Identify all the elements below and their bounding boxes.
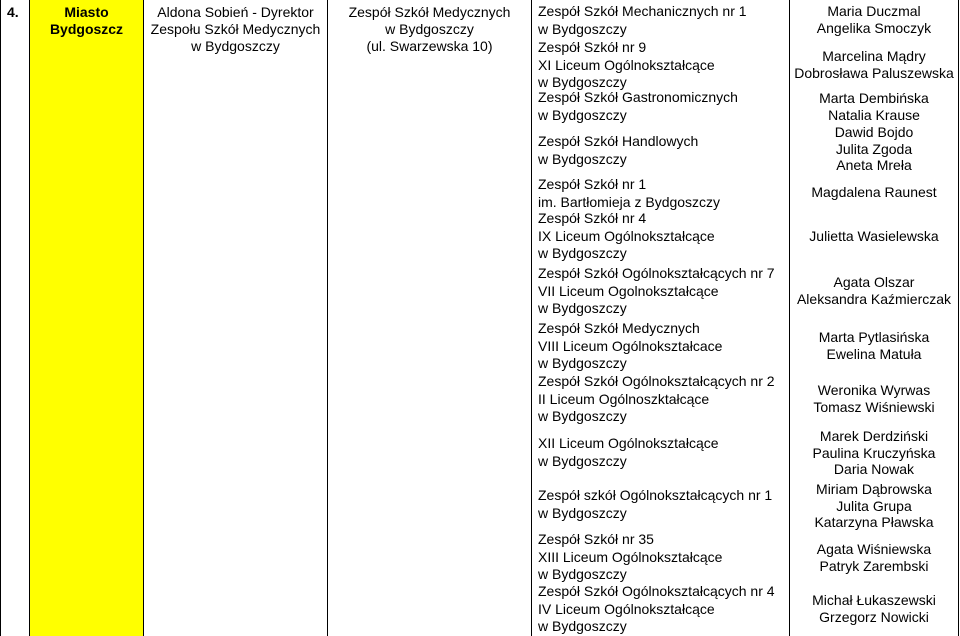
- row-number: 4.: [7, 4, 19, 20]
- team-entry: [790, 48, 958, 81]
- school-line: w Bydgoszczy: [538, 20, 627, 37]
- cell-teams: [789, 0, 959, 636]
- team-member: Agata Wiśniewska: [816, 541, 932, 557]
- school-line: Zespół Szkół Gastronomicznych: [538, 89, 738, 105]
- school-entry: [532, 320, 789, 373]
- city-line2: Bydgoszcz: [49, 21, 124, 37]
- team-member: Angelika Smoczyk: [816, 19, 932, 36]
- team-member: Weronika Wyrwas: [817, 382, 931, 398]
- team-entry: [790, 228, 958, 245]
- team-member: Michał Łukaszewski: [812, 592, 936, 608]
- team-entry: [790, 184, 958, 201]
- team-member: Tomasz Wiśniewski: [813, 398, 935, 415]
- team-member: Marek Derdziński: [819, 428, 929, 444]
- school-entry: [532, 435, 789, 470]
- team-member: Aneta Mreła: [836, 157, 912, 173]
- team-member: Dawid Bojdo: [834, 124, 914, 140]
- school-line: II Liceum Ogólnoszktałcące: [538, 390, 710, 407]
- team-member: Katarzyna Pławska: [814, 514, 934, 530]
- school-line: VII Liceum Ogolnokształcące: [538, 282, 719, 299]
- team-member: Daria Nowak: [833, 461, 915, 477]
- school-line: w Bydgoszczy: [538, 150, 627, 167]
- school-line: w Bydgoszczy: [538, 355, 627, 372]
- school-line: w Bydgoszczy: [538, 566, 627, 583]
- school-line: w Bydgoszczy: [538, 300, 627, 317]
- team-member: Grzegorz Nowicki: [819, 608, 929, 625]
- school-line: XII Liceum Ogólnokształcące: [538, 435, 719, 451]
- school-entry: [532, 487, 789, 522]
- school-line: Zespół Szkół nr 4: [538, 210, 647, 226]
- team-member: Aleksandra Kaźmierczak: [796, 290, 952, 307]
- school-line: VIII Liceum Ogólnokształcace: [538, 337, 723, 354]
- team-entry: [790, 90, 958, 123]
- coordinator-line: Aldona Sobień - Dyrektor: [157, 4, 314, 20]
- school-entry: [532, 210, 789, 263]
- team-member: Miriam Dąbrowska: [816, 481, 932, 497]
- school-line: im. Bartłomieja z Bydgoszczy: [538, 193, 721, 210]
- school-line: Zespół Szkół nr 1: [538, 176, 647, 192]
- team-entry: [790, 124, 958, 174]
- school-line: w Bydgoszczy: [538, 452, 627, 469]
- team-member: Natalia Krause: [828, 106, 920, 123]
- team-member: Julita Grupa: [836, 497, 912, 514]
- school-line: Zespół Szkół Ogólnokształcących nr 4: [538, 583, 775, 599]
- school-entry: [532, 3, 789, 38]
- cell-host-school: [327, 0, 531, 636]
- cell-city: [29, 0, 143, 636]
- cell-number: [0, 0, 29, 636]
- school-line: XI Liceum Ogólnokształcące: [538, 56, 715, 73]
- school-line: IX Liceum Ogólnokształcące: [538, 227, 715, 244]
- team-member: Ewelina Matuła: [826, 345, 922, 362]
- school-entry: [532, 89, 789, 124]
- school-entry: [532, 39, 789, 92]
- school-line: Zespół Szkół nr 35: [538, 531, 654, 547]
- team-member: Patryk Zarembski: [819, 557, 929, 574]
- school-entry: [532, 583, 789, 636]
- cell-schools: [531, 0, 789, 636]
- school-entry: [532, 176, 789, 211]
- school-line: Zespół Szkół nr 9: [538, 39, 647, 55]
- coordinator-line: w Bydgoszczy: [191, 38, 280, 54]
- school-line: w Bydgoszczy: [538, 618, 627, 635]
- team-entry: [790, 481, 958, 531]
- school-line: Zespół szkół Ogólnokształcących nr 1: [538, 487, 773, 503]
- school-entry: [532, 133, 789, 168]
- team-entry: [790, 541, 958, 574]
- team-member: Agata Olszar: [833, 274, 915, 290]
- team-member: Maria Duczmal: [827, 3, 921, 19]
- team-entry: [790, 592, 958, 625]
- school-line: Zespół Szkół Ogólnokształcących nr 2: [538, 373, 775, 389]
- team-member: Marcelina Mądry: [822, 48, 926, 64]
- school-line: w Bydgoszczy: [538, 245, 627, 262]
- school-line: w Bydgoszczy: [538, 408, 627, 425]
- team-entry: [790, 274, 958, 307]
- team-member: Julietta Wasielewska: [809, 228, 939, 244]
- school-line: w Bydgoszczy: [538, 504, 627, 521]
- school-line: w Bydgoszczy: [538, 74, 627, 91]
- school-entry: [532, 373, 789, 426]
- city-line1: Miasto: [64, 4, 109, 20]
- team-entry: [790, 329, 958, 362]
- team-entry: [790, 3, 958, 36]
- host-school-line: (ul. Swarzewska 10): [366, 38, 493, 54]
- team-member: Magdalena Raunest: [811, 184, 937, 200]
- coordinator-line: Zespołu Szkół Medycznych: [150, 21, 321, 37]
- team-entry: [790, 428, 958, 478]
- cell-coordinator: [143, 0, 327, 636]
- host-school-line: w Bydgoszczy: [385, 21, 474, 37]
- team-member: Dobrosława Paluszewska: [794, 64, 954, 81]
- school-line: w Bydgoszczy: [538, 106, 627, 123]
- team-member: Marta Pytlasińska: [818, 329, 930, 345]
- school-line: Zespół Szkół Handlowych: [538, 133, 699, 149]
- team-member: Marta Dembińska: [819, 90, 929, 106]
- school-line: XIII Liceum Ogólnokształcące: [538, 548, 723, 565]
- team-member: Paulina Kruczyńska: [812, 444, 936, 461]
- school-line: Zespół Szkół Ogólnokształcących nr 7: [538, 265, 775, 281]
- school-entry: [532, 531, 789, 584]
- team-entry: [790, 382, 958, 415]
- school-line: Zespół Szkół Mechanicznych nr 1: [538, 3, 747, 19]
- host-school-line: Zespół Szkół Medycznych: [348, 4, 511, 20]
- school-line: IV Liceum Ogólnokształcące: [538, 600, 715, 617]
- school-entry: [532, 265, 789, 318]
- school-line: Zespół Szkół Medycznych: [538, 320, 700, 336]
- team-member: Julita Zgoda: [835, 140, 913, 157]
